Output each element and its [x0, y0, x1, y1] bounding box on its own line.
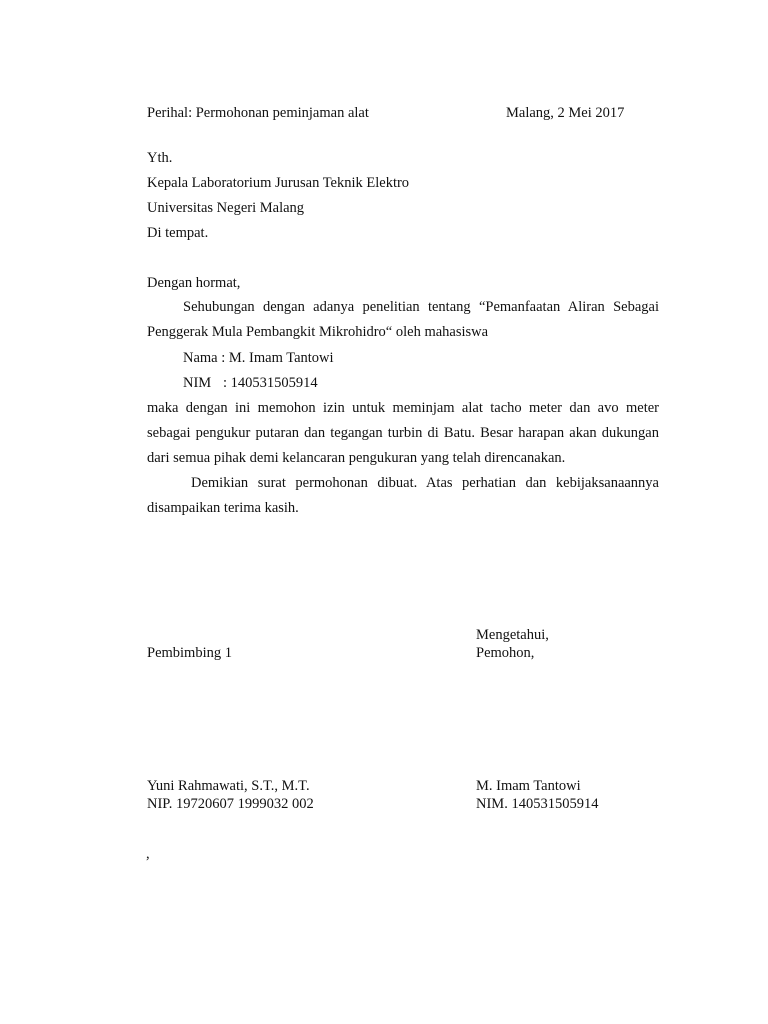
subject-label: Perihal [147, 105, 189, 121]
student-nim-value: : 140531505914 [223, 375, 318, 391]
applicant-nim: NIM. 140531505914 [476, 796, 599, 812]
advisor-nip: NIP. 19720607 1999032 002 [147, 796, 314, 812]
student-name-value: : M. Imam Tantowi [221, 350, 334, 366]
addressee-yth: Yth. [147, 150, 173, 166]
place-date: Malang, 2 Mei 2017 [506, 105, 625, 121]
request-paragraph: maka dengan ini memohon izin untuk meminjam alat tacho meter dan avo meter sebagai pengukur putaran dan tegangan turbin di Batu. Besar harapan akan dukungan dari semua pihak demi kelancaran pengukuran yang telah direncanakan. [147, 400, 659, 466]
applicant-name: M. Imam Tantowi [476, 778, 581, 794]
subject-value: : Permohonan peminjaman alat [188, 105, 369, 121]
addressee-line-3: Di tempat. [147, 225, 209, 241]
greeting: Dengan hormat, [147, 275, 241, 291]
student-name-row [183, 349, 334, 367]
advisor-role: Pembimbing 1 [147, 645, 232, 661]
acknowledged-label: Mengetahui, [476, 627, 549, 643]
advisor-name: Yuni Rahmawati, S.T., M.T. [147, 778, 310, 794]
footer-mark: , [146, 846, 150, 862]
subject-line [147, 104, 369, 122]
applicant-role: Pemohon, [476, 645, 535, 661]
intro-paragraph: Sehubungan dengan adanya penelitian tentang “Pemanfaatan Aliran Sebagai Penggerak Mula Pembangkit Mikrohidro“ oleh mahasiswa [147, 299, 659, 340]
student-nim-row [183, 374, 318, 392]
addressee-line-1: Kepala Laboratorium Jurusan Teknik Elektro [147, 175, 410, 191]
addressee-line-2: Universitas Negeri Malang [147, 200, 305, 216]
closing-paragraph: Demikian surat permohonan dibuat. Atas perhatian dan kebijaksanaannya disampaikan terima kasih. [147, 475, 659, 516]
student-nim-label: NIM [183, 375, 212, 391]
student-name-label: Nama [183, 350, 218, 366]
